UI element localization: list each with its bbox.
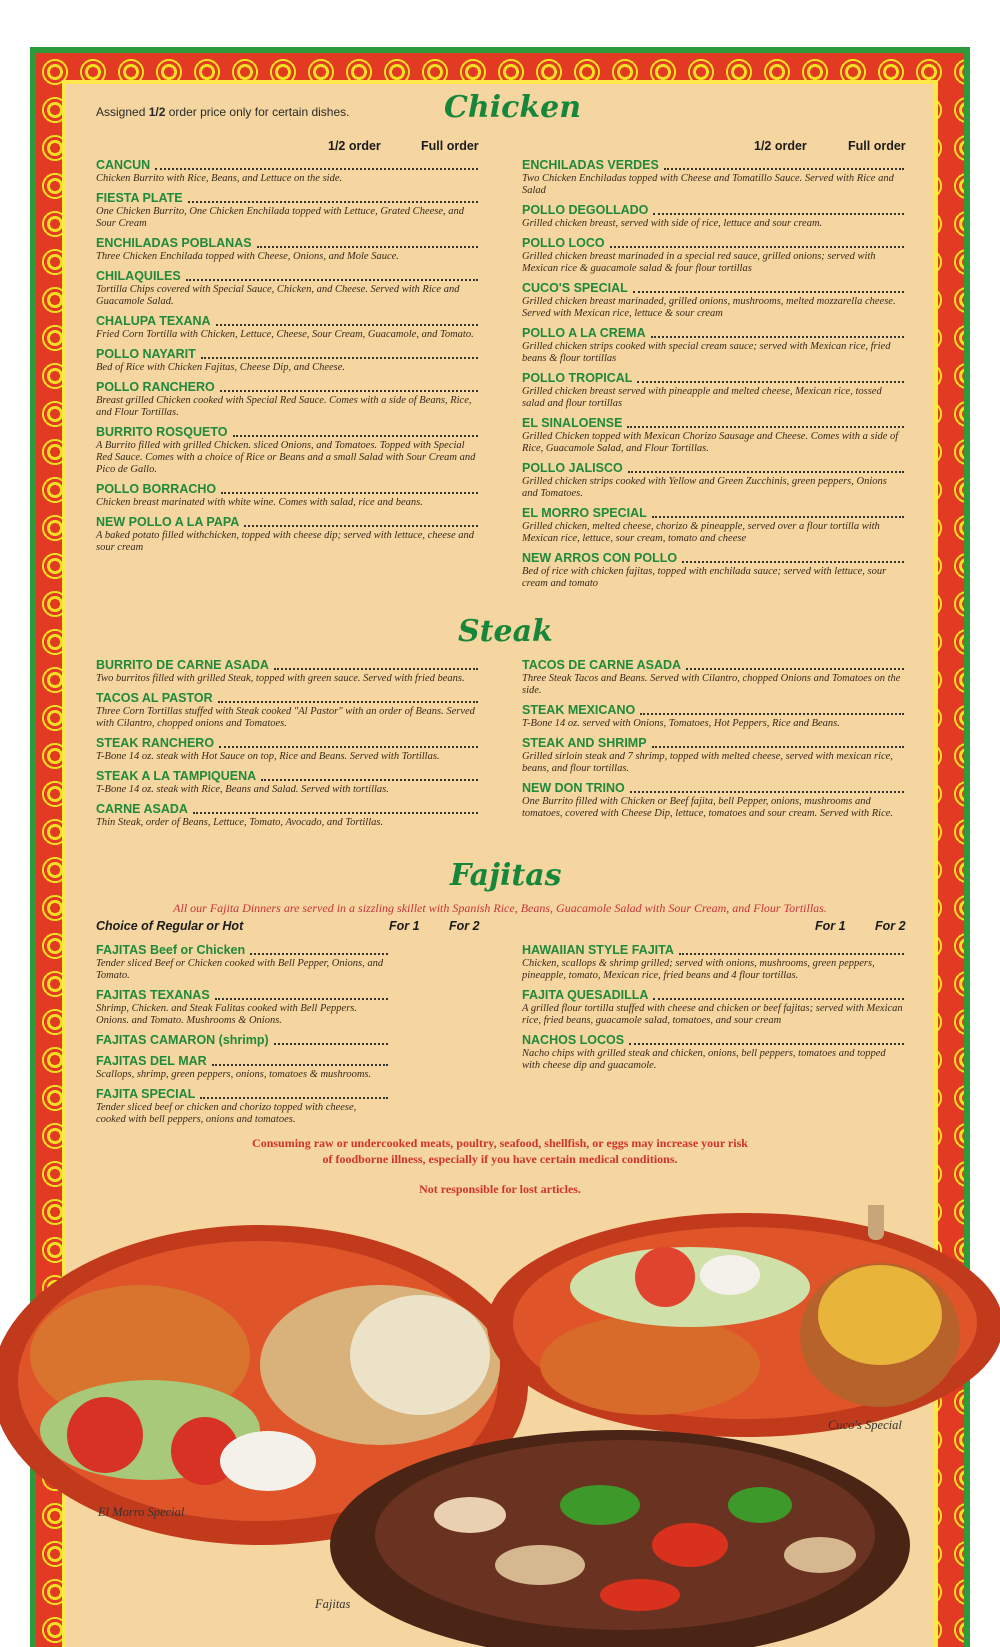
chicken-left-full-header: Full order [421, 139, 479, 153]
menu-item [96, 482, 478, 509]
fajitas-right-for2-header: For 2 [875, 919, 906, 933]
dot-leader [188, 200, 478, 203]
fajitas-right-for1-header: For 1 [815, 919, 846, 933]
dot-leader [682, 560, 904, 563]
dot-leader [633, 290, 904, 293]
dot-leader [274, 667, 478, 670]
dot-leader [215, 997, 388, 1000]
dot-leader [212, 1063, 388, 1066]
menu-item-name-line [96, 380, 478, 395]
menu-item [522, 506, 904, 545]
menu-item-description: Grilled chicken strips cooked with special cream sauce; served with Mexican rice, fried beans & flour tortillas [522, 341, 891, 364]
dot-leader [201, 356, 478, 359]
chicken-left-half-header: 1/2 order [328, 139, 381, 153]
menu-item [522, 781, 904, 820]
menu-item-name-line [522, 506, 904, 521]
menu-item [96, 380, 478, 419]
menu-item [522, 1033, 904, 1072]
menu-item [522, 416, 904, 455]
menu-item [96, 1087, 388, 1126]
dot-leader [274, 1042, 388, 1045]
menu-item [522, 203, 904, 230]
cucos-special-photo [487, 1205, 1000, 1437]
dot-leader [653, 997, 904, 1000]
menu-item [96, 802, 478, 829]
menu-item [522, 551, 904, 590]
dot-leader [233, 434, 479, 437]
menu-item-name: FAJITAS Beef or Chicken [96, 943, 246, 957]
dot-leader [637, 380, 904, 383]
dot-leader [640, 712, 904, 715]
dot-leader [220, 389, 478, 392]
menu-item-name: HAWAIIAN STYLE FAJITA [522, 943, 674, 957]
menu-item-name: BURRITO ROSQUETO [96, 425, 228, 439]
menu-item-name-line [522, 461, 904, 476]
menu-item-name-line [522, 416, 904, 431]
menu-item-description: Three Steak Tacos and Beans. Served with Cilantro, chopped Onions and Tomatoes on the side. [522, 673, 901, 696]
menu-item-description: Grilled chicken strips cooked with Yellow and Green Zucchinis, green peppers, Onions and Tomatoes. [522, 476, 887, 499]
menu-item-description: T-Bone 14 oz. served with Onions, Tomatoes, Hot Peppers, Rice and Beans. [522, 718, 840, 729]
menu-item-name: POLLO A LA CREMA [522, 326, 646, 340]
menu-item-name-line [96, 802, 478, 817]
fajitas-right-column [522, 943, 904, 1078]
menu-item-description: T-Bone 14 oz. steak with Hot Sauce on top, Rice and Beans. Served with Tortillas. [96, 751, 440, 762]
menu-item [522, 236, 904, 275]
menu-item [522, 461, 904, 500]
chicken-right-half-header: 1/2 order [754, 139, 807, 153]
warning-line-1: Consuming raw or undercooked meats, poultry, seafood, shellfish, or eggs may increase your risk [252, 1136, 748, 1150]
menu-item-name-line [96, 236, 478, 251]
menu-item-name: CHILAQUILES [96, 269, 181, 283]
dot-leader [627, 425, 904, 428]
menu-item [96, 158, 478, 185]
menu-item [96, 515, 478, 554]
menu-item-description: Scallops, shrimp, green peppers, onions, tomatoes & mushrooms. [96, 1069, 372, 1080]
menu-item [96, 691, 478, 730]
menu-item [96, 988, 388, 1027]
menu-item-description: Grilled chicken breast, served with side of rice, lettuce and sour cream. [522, 218, 823, 229]
menu-item-name-line [522, 236, 904, 251]
dot-leader [610, 245, 904, 248]
dot-leader [652, 745, 904, 748]
dot-leader [653, 212, 904, 215]
menu-item-name: STEAK MEXICANO [522, 703, 636, 717]
menu-item-name: FAJITA QUESADILLA [522, 988, 649, 1002]
menu-item-name-line [522, 781, 904, 796]
menu-item-description: A baked potato filled withchicken, topped with cheese dip; served with lettuce, cheese and sour cream [96, 530, 474, 553]
dot-leader [628, 470, 904, 473]
menu-item-name-line [522, 203, 904, 218]
fajitas-left-for1-header: For 1 [389, 919, 420, 933]
chicken-left-column [96, 158, 478, 560]
menu-item [522, 943, 904, 982]
dot-leader [686, 667, 904, 670]
menu-item-name: NEW POLLO A LA PAPA [96, 515, 240, 529]
menu-item-description: Thin Steak, order of Beans, Lettuce, Tomato, Avocado, and Tortillas. [96, 817, 384, 828]
menu-item-name: FIESTA PLATE [96, 191, 183, 205]
menu-item-name: EL SINALOENSE [522, 416, 623, 430]
menu-item [96, 736, 478, 763]
menu-item [96, 769, 478, 796]
dot-leader [664, 167, 904, 170]
menu-item-name-line [522, 988, 904, 1003]
dot-leader [200, 1096, 388, 1099]
dot-leader [244, 524, 478, 527]
menu-item-description: Grilled chicken breast served with pineapple and melted cheese, Mexican rice, tossed salad and flour tortillas [522, 386, 882, 409]
menu-item-name: STEAK A LA TAMPIQUENA [96, 769, 257, 783]
menu-item-name: STEAK RANCHERO [96, 736, 215, 750]
dot-leader [651, 335, 904, 338]
menu-item-name: POLLO JALISCO [522, 461, 623, 475]
menu-item-name: POLLO NAYARIT [96, 347, 196, 361]
warning-line-2: of foodborne illness, especially if you have certain medical conditions. [322, 1152, 678, 1166]
fajitas-serving-note: All our Fajita Dinners are served in a sizzling skillet with Spanish Rice, Beans, Guacamole Salad with Sour Cream, and Flour Tortillas. [173, 901, 827, 915]
fajitas-caption: Fajitas [315, 1597, 351, 1611]
menu-item [522, 371, 904, 410]
dot-leader [155, 167, 478, 170]
menu-item-description: T-Bone 14 oz. steak with Rice, Beans and Salad. Served with tortillas. [96, 784, 389, 795]
steak-right-column [522, 658, 904, 826]
menu-item [96, 191, 478, 230]
menu-item-description: Shrimp, Chicken. and Steak Falitas cooked with Bell Peppers. Onions. and Tomato. Mushrooms & Onions. [96, 1003, 357, 1026]
menu-item-name-line [522, 1033, 904, 1048]
menu-item-name: FAJITAS TEXANAS [96, 988, 210, 1002]
menu-item-name-line [96, 658, 478, 673]
menu-item-description: Bed of rice with chicken fajitas, topped with enchilada sauce; served with lettuce, sour cream and tomato [522, 566, 887, 589]
menu-item-name-line [96, 988, 388, 1003]
dot-leader [679, 952, 904, 955]
menu-item-name-line [522, 158, 904, 173]
menu-item-name-line [522, 281, 904, 296]
menu-item-name-line [96, 943, 388, 958]
menu-item-name: POLLO DEGOLLADO [522, 203, 649, 217]
menu-item [96, 658, 478, 685]
menu-item-name: POLLO RANCHERO [96, 380, 215, 394]
dot-leader [629, 1042, 904, 1045]
menu-item [522, 658, 904, 697]
menu-item [96, 943, 388, 982]
dot-leader [261, 778, 478, 781]
menu-item-name-line [96, 1054, 388, 1069]
dot-leader [250, 952, 388, 955]
menu-item-name: CUCO'S SPECIAL [522, 281, 628, 295]
menu-item [522, 281, 904, 320]
menu-item-description: Nacho chips with grilled steak and chicken, onions, bell peppers, tomatoes and topped with cheese dip and guacamole. [522, 1048, 886, 1071]
menu-item-description: Tender sliced Beef or Chicken cooked with Bell Pepper, Onions, and Tomato. [96, 958, 384, 981]
menu-item-name: ENCHILADAS VERDES [522, 158, 659, 172]
menu-item-name: NEW DON TRINO [522, 781, 625, 795]
menu-item-description: Two Chicken Enchiladas topped with Cheese and Tomatillo Sauce. Served with Rice and Salad [522, 173, 894, 196]
menu-item-name-line [96, 515, 478, 530]
menu-item-name-line [522, 326, 904, 341]
menu-item [522, 988, 904, 1027]
menu-item [96, 269, 478, 308]
menu-item-description: Tender sliced beef or chicken and chorizo topped with cheese, cooked with bell peppers, onions and tomatoes. [96, 1102, 357, 1125]
fajitas-left-column [96, 943, 388, 1132]
menu-item-name-line [96, 1087, 388, 1102]
menu-item-description: Chicken, scallops & shrimp grilled; served with onions, mushrooms, green peppers, pineapple, tomato, Mexican rice, fried beans and 4 flour tortillas. [522, 958, 875, 981]
menu-item-name-line [522, 736, 904, 751]
dot-leader [193, 811, 478, 814]
menu-item-name-line [96, 425, 478, 440]
dot-leader [257, 245, 478, 248]
menu-item-name: TACOS DE CARNE ASADA [522, 658, 682, 672]
dot-leader [652, 515, 904, 518]
steak-section-title: Steak [458, 614, 553, 649]
menu-item-description: Tortilla Chips covered with Special Sauce, Chicken, and Cheese. Served with Rice and Guacamole Salad. [96, 284, 460, 307]
menu-item-name-line [96, 482, 478, 497]
menu-item-name-line [522, 371, 904, 386]
menu-item-name: CANCUN [96, 158, 151, 172]
menu-item-name: ENCHILADAS POBLANAS [96, 236, 252, 250]
menu-item [96, 236, 478, 263]
menu-item-description: Three Chicken Enchilada topped with Cheese, Onions, and Mole Sauce. [96, 251, 399, 262]
menu-item-description: A grilled flour tortilla stuffed with cheese and chicken or beef fajitas; served with Mexican rice, fried beans, guacamole salad, tomatoes, and sour cream [522, 1003, 903, 1026]
menu-item-name-line [96, 1033, 388, 1048]
menu-item-name-line [96, 691, 478, 706]
menu-item [522, 736, 904, 775]
menu-item-name-line [522, 551, 904, 566]
half-order-note: Assigned 1/2 order price only for certain dishes. [96, 105, 350, 119]
menu-item-name-line [96, 736, 478, 751]
menu-item-name-line [96, 314, 478, 329]
menu-item-name-line [522, 943, 904, 958]
menu-item-description: Grilled chicken breast marinaded in a special red sauce, grilled onions; served with Mexican rice & guacamole salad & four flour tortillas [522, 251, 876, 274]
menu-item-description: Two burritos filled with grilled Steak, topped with green sauce. Served with fried beans. [96, 673, 465, 684]
menu-item-name-line [522, 658, 904, 673]
food-safety-warning [96, 1135, 904, 1167]
dot-leader [630, 790, 904, 793]
cucos-special-caption: Cuco's Special [828, 1418, 902, 1432]
fajitas-choice-label: Choice of Regular or Hot [96, 919, 244, 933]
chicken-right-column [522, 158, 904, 596]
menu-item-name: FAJITAS CAMARON (shrimp) [96, 1033, 269, 1047]
menu-item-name-line [96, 158, 478, 173]
menu-item-name: POLLO LOCO [522, 236, 605, 250]
menu-item-description: Grilled sirloin steak and 7 shrimp, topped with melted cheese, served with mexican rice, beans, and flour tortillas. [522, 751, 893, 774]
menu-item-description: Grilled chicken, melted cheese, chorizo & pineapple, served over a flour tortilla with Mexican rice, lettuce, sour cream, tomato and cheese [522, 521, 880, 544]
chicken-right-full-header: Full order [848, 139, 906, 153]
menu-item-name: EL MORRO SPECIAL [522, 506, 647, 520]
menu-item-name: NACHOS LOCOS [522, 1033, 625, 1047]
menu-item-name: POLLO BORRACHO [96, 482, 217, 496]
menu-item-name: CHALUPA TEXANA [96, 314, 211, 328]
menu-item [96, 347, 478, 374]
menu-item-name: NEW ARROS CON POLLO [522, 551, 678, 565]
menu-item-description: Grilled chicken breast marinaded, grilled onions, mushrooms, melted mozzarella cheese. Served with Mexican rice, lettuce & sour cream [522, 296, 896, 319]
menu-item [522, 158, 904, 197]
menu-item-description: Bed of Rice with Chicken Fajitas, Cheese Dip, and Cheese. [96, 362, 346, 373]
menu-item [96, 1033, 388, 1048]
menu-item-name: CARNE ASADA [96, 802, 188, 816]
menu-item-name: TACOS AL PASTOR [96, 691, 213, 705]
dot-leader [186, 278, 478, 281]
lost-articles-notice: Not responsible for lost articles. [419, 1182, 581, 1196]
menu-item [96, 1054, 388, 1081]
menu-item [96, 425, 478, 476]
el-morro-special-caption: El Morro Special [98, 1505, 185, 1519]
menu-item-description: One Chicken Burrito, One Chicken Enchilada topped with Lettuce, Grated Cheese, and Sour Cream [96, 206, 465, 229]
menu-item-description: One Burrito filled with Chicken or Beef fajita, bell Pepper, onions, mushrooms and tomatoes, covered with Cheese Dip, lettuce, tomatoes and sour cream. Served with Rice. [522, 796, 894, 819]
menu-item [522, 703, 904, 730]
dot-leader [221, 491, 478, 494]
menu-item-name-line [96, 769, 478, 784]
menu-item-description: Three Corn Tortillas stuffed with Steak cooked "Al Pastor" with an order of Beans. Served with Cilantro, chopped onions and Tomatoes. [96, 706, 475, 729]
menu-item-name-line [96, 269, 478, 284]
menu-item-description: A Burrito filled with grilled Chicken. sliced Onions, and Tomatoes. Topped with Special Red Sauce. Comes with a choice of Rice or Beans and a small Salad with Sour Cream and Pico de Gallo. [96, 440, 476, 475]
menu-item-name-line [96, 191, 478, 206]
menu-item-description: Chicken breast marinated with white wine. Comes with salad, rice and beans. [96, 497, 423, 508]
menu-item-name-line [522, 703, 904, 718]
chicken-section-title: Chicken [444, 90, 582, 125]
menu-item-name: POLLO TROPICAL [522, 371, 633, 385]
menu-item [96, 314, 478, 341]
fajitas-left-for2-header: For 2 [449, 919, 480, 933]
menu-item [522, 326, 904, 365]
fajitas-section-title: Fajitas [450, 858, 562, 893]
dot-leader [219, 745, 478, 748]
menu-item-name: FAJITA SPECIAL [96, 1087, 196, 1101]
menu-item-name: STEAK AND SHRIMP [522, 736, 647, 750]
menu-item-name-line [96, 347, 478, 362]
steak-left-column [96, 658, 478, 835]
dot-leader [218, 700, 478, 703]
menu-item-name: FAJITAS DEL MAR [96, 1054, 207, 1068]
dot-leader [216, 323, 478, 326]
menu-item-description: Fried Corn Tortilla with Chicken, Lettuce, Cheese, Sour Cream, Guacamole, and Tomato. [96, 329, 474, 340]
menu-item-description: Chicken Burrito with Rice, Beans, and Lettuce on the side. [96, 173, 343, 184]
menu-item-description: Breast grilled Chicken cooked with Special Red Sauce. Comes with a side of Beans, Rice, and Flour Tortillas. [96, 395, 472, 418]
menu-item-description: Grilled Chicken topped with Mexican Chorizo Sausage and Cheese. Comes with a side of Rice, Guacamole Salad, and Flour Tortillas. [522, 431, 899, 454]
menu-item-name: BURRITO DE CARNE ASADA [96, 658, 269, 672]
